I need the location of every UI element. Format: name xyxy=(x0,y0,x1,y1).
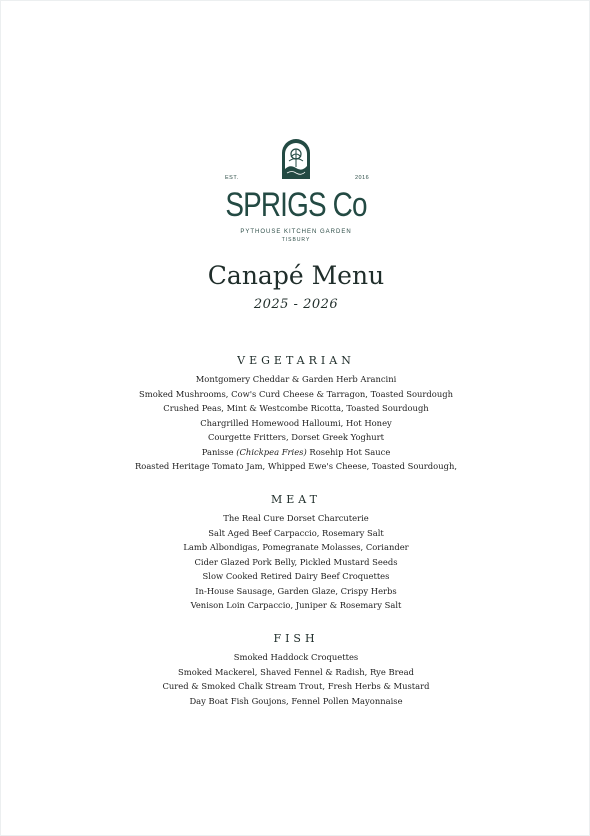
menu-item: Cured & Smoked Chalk Stream Trout, Fresh Herbs & Mustard xyxy=(162,681,430,691)
item-list xyxy=(1,650,590,708)
menu-item: Salt Aged Beef Carpaccio, Rosemary Salt xyxy=(208,527,384,538)
menu-title: Canapé Menu xyxy=(207,261,385,290)
menu-season: 2025 - 2026 xyxy=(253,297,339,312)
menu-item: Smoked Haddock Croquettes xyxy=(233,652,359,662)
sprigs-emblem-icon xyxy=(280,137,312,179)
menu-item: Courgette Fritters, Dorset Greek Yoghurt xyxy=(207,432,385,442)
est-row xyxy=(1,175,590,185)
brand-wordmark: SPRIGS Co xyxy=(225,186,367,224)
menu-item: Smoked Mackerel, Shaved Fennel & Radish, Rye Bread xyxy=(178,666,414,677)
section-vegetarian xyxy=(1,354,590,474)
menu-item: Day Boat Fish Goujons, Fennel Pollen Mayonnaise xyxy=(189,695,403,706)
section-heading: FISH xyxy=(273,632,319,645)
menu-item: Cider Glazed Pork Belly, Pickled Mustard Seeds xyxy=(194,556,398,567)
menu-item: Smoked Mushrooms, Cow's Curd Cheese & Tarragon, Toasted Sourdough xyxy=(139,388,453,399)
menu-item: Slow Cooked Retired Dairy Beef Croquettes xyxy=(202,571,390,581)
brand-location: TISBURY xyxy=(281,237,311,243)
menu-item: Crushed Peas, Mint & Westcombe Ricotta, Toasted Sourdough xyxy=(163,403,429,413)
est-label: EST. xyxy=(225,175,239,181)
menu-item: The Real Cure Dorset Charcuterie xyxy=(223,513,369,523)
section-heading: VEGETARIAN xyxy=(237,354,355,367)
section-heading: MEAT xyxy=(271,493,321,506)
menu-item: In-House Sausage, Garden Glaze, Crispy Herbs xyxy=(195,585,397,596)
menu-item: Chargrilled Homewood Halloumi, Hot Honey xyxy=(200,417,392,428)
item-list xyxy=(1,511,590,613)
logo xyxy=(1,137,590,245)
item-text: Panisse xyxy=(201,446,237,457)
brand-tagline: PYTHOUSE KITCHEN GARDEN xyxy=(240,229,352,235)
menu-item: Montgomery Cheddar & Garden Herb Arancini xyxy=(195,374,397,384)
menu-item xyxy=(1,445,590,460)
section-fish xyxy=(1,632,590,708)
item-note: (Chickpea Fries) xyxy=(236,446,307,457)
menu-item: Venison Loin Carpaccio, Juniper & Rosemary Salt xyxy=(190,600,402,610)
item-list xyxy=(1,372,590,474)
menu-item: Roasted Heritage Tomato Jam, Whipped Ewe's Cheese, Toasted Sourdough, xyxy=(134,461,458,471)
item-text: Rosehip Hot Sauce xyxy=(306,446,391,457)
section-meat xyxy=(1,493,590,613)
menu-item: Lamb Albondigas, Pomegranate Molasses, Coriander xyxy=(183,542,409,552)
est-year: 2016 xyxy=(355,175,370,181)
